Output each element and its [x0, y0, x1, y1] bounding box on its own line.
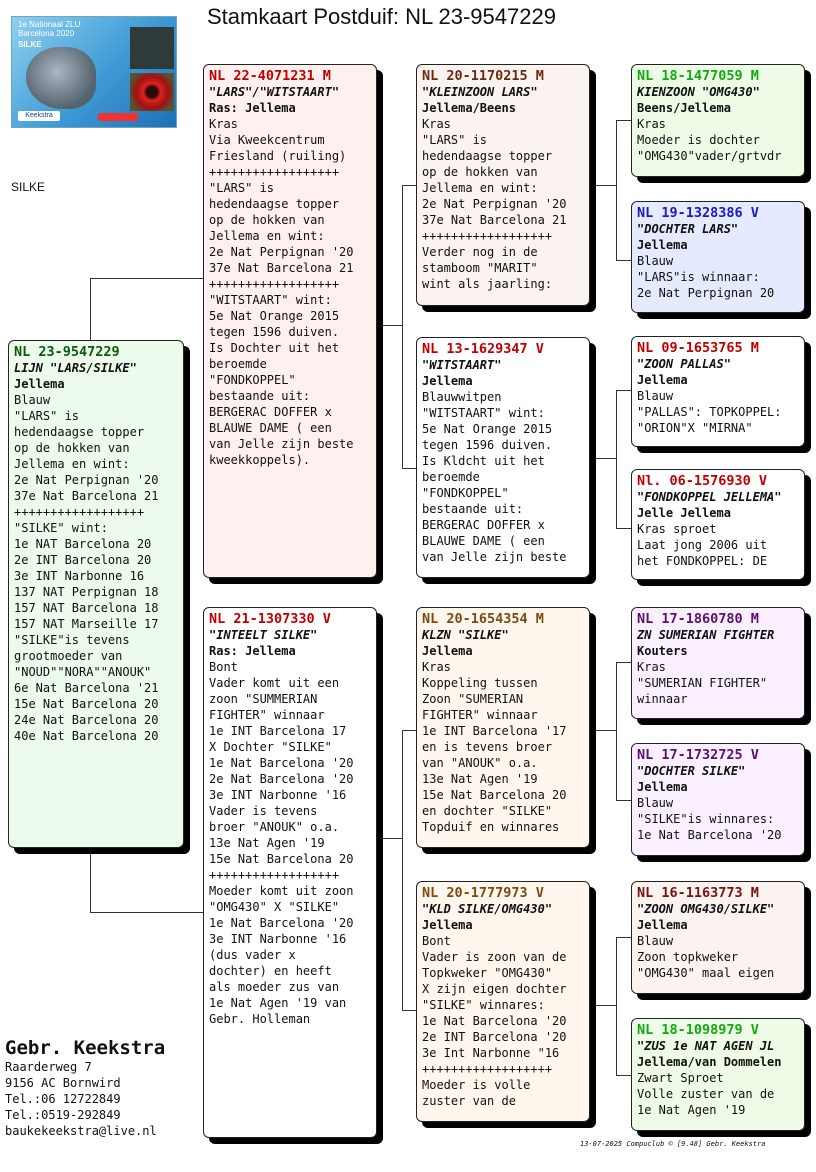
info-line: hedendaagse topper	[422, 149, 553, 163]
info-line: "LARS"is winnaar:	[637, 270, 760, 284]
ring-number: NL 19-1328386 V	[637, 205, 759, 221]
info-line: "LARS" is	[209, 181, 275, 195]
info-line: X Dochter "SILKE"	[209, 740, 332, 754]
owner: Beens/Jellema	[637, 101, 731, 115]
info-line: Zwart Sproet	[637, 1071, 724, 1085]
info-line: 37e Nat Barcelona 21	[209, 261, 354, 275]
owner: Jelle Jellema	[637, 506, 731, 520]
pedigree-card-main	[8, 340, 184, 848]
info-line: "SILKE"is winnares:	[637, 812, 775, 826]
owner: Jellema/van Dommelen	[637, 1055, 782, 1069]
connector	[590, 458, 616, 459]
connector	[616, 120, 632, 121]
pigeon-name: "INTEELT SILKE"	[209, 628, 318, 642]
info-line: ++++++++++++++++++	[422, 229, 553, 243]
ring-number: NL 20-1170215 M	[422, 68, 544, 84]
info-line: Moeder is volle	[422, 1078, 531, 1092]
info-line: dochter) en heeft	[209, 964, 332, 978]
pigeon-name: "WITSTAART"	[422, 358, 502, 372]
info-line: winnaar	[637, 692, 688, 706]
info-line: "NOUD""NORA""ANOUK"	[14, 665, 152, 679]
pedigree-card-fmm	[631, 469, 805, 580]
pedigree-card-mother	[203, 607, 377, 1138]
info-line: "LARS" is	[14, 409, 80, 423]
info-line: BERGERAC DOFFER x	[209, 405, 332, 419]
breeder-name: Gebr. Keekstra	[5, 1037, 166, 1059]
info-line: "OMG430" maal eigen	[637, 966, 775, 980]
connector	[616, 937, 617, 1075]
info-line: BERGERAC DOFFER x	[422, 518, 545, 532]
info-line: "SILKE" winnares:	[422, 998, 545, 1012]
info-line: "OMG430" X "SILKE"	[209, 900, 340, 914]
pigeon-name: LIJN "LARS/SILKE"	[14, 361, 137, 375]
info-line: ++++++++++++++++++	[209, 165, 340, 179]
info-line: FIGHTER" winnaar	[209, 708, 325, 722]
breeder-address: Raarderweg 7	[5, 1060, 92, 1074]
pigeon-name: KIENZOON "OMG430"	[637, 85, 760, 99]
info-line: ++++++++++++++++++	[422, 1062, 553, 1076]
breeder-info	[5, 1037, 165, 1139]
info-line: "WITSTAART" wint:	[209, 293, 332, 307]
connector	[616, 662, 632, 663]
info-line: Laat jong 2006 uit	[637, 538, 768, 552]
connector	[402, 730, 403, 1010]
info-line: 2e Nat Perpignan '20	[209, 245, 354, 259]
info-line: Koppeling tussen	[422, 676, 538, 690]
pigeon-name: "ZUS 1e NAT AGEN JL	[637, 1039, 775, 1053]
pedigree-card-fff	[631, 64, 805, 177]
info-line: 2e Nat Barcelona '20	[209, 772, 354, 786]
info-line: "PALLAS": TOPKOPPEL:	[637, 405, 782, 419]
info-line: Kras	[422, 660, 451, 674]
connector	[402, 185, 403, 468]
info-line: 2e Nat Perpignan '20	[422, 197, 567, 211]
info-line: op de hokken van	[209, 213, 325, 227]
pedigree-card-mother-father	[416, 607, 590, 848]
ring-number: NL 18-1098979 V	[637, 1022, 759, 1038]
info-line: Gebr. Holleman	[209, 1012, 311, 1026]
connector	[616, 390, 632, 391]
info-line: (dus vader x	[209, 948, 296, 962]
info-line: 37e Nat Barcelona 21	[422, 213, 567, 227]
info-line: 3e INT Narbonne '16	[209, 932, 347, 946]
info-line: hedendaagse topper	[209, 197, 340, 211]
owner: Jellema	[422, 918, 473, 932]
ring-number: NL 16-1163773 M	[637, 885, 759, 901]
info-line: BLAUWE DAME ( een	[209, 421, 332, 435]
info-line: "SILKE" wint:	[14, 521, 108, 535]
info-line: "FONDKOPPEL"	[209, 373, 296, 387]
pigeon-name: "FONDKOPPEL JELLEMA"	[637, 490, 782, 504]
logo-badge: Keekstra	[18, 111, 60, 121]
connector	[90, 848, 91, 912]
owner: Jellema	[637, 918, 688, 932]
info-line: Topkweker "OMG430"	[422, 966, 553, 980]
info-line: Vader is zoon van de	[422, 950, 567, 964]
info-line: Friesland (ruiling)	[209, 149, 347, 163]
eye-photo	[130, 73, 174, 111]
info-line: 1e INT Barcelona 17	[209, 724, 347, 738]
connector	[402, 730, 417, 731]
connector	[616, 120, 617, 260]
info-line: Via Kweekcentrum	[209, 133, 325, 147]
pedigree-card-mother-mother	[416, 881, 590, 1122]
connector	[590, 730, 616, 731]
info-line: ++++++++++++++++++	[209, 868, 340, 882]
info-line: "LARS" is	[422, 133, 488, 147]
info-line: 2e Nat Perpignan '20	[14, 473, 159, 487]
pedigree-card-ffm	[631, 201, 805, 313]
connector	[590, 1005, 616, 1006]
info-line: beroemde	[209, 357, 267, 371]
ring-number: Nl. 06-1576930 V	[637, 473, 768, 489]
info-line: 15e Nat Barcelona 20	[14, 697, 159, 711]
info-line: 1e Nat Agen '19	[637, 1103, 746, 1117]
info-line: bestaande uit:	[209, 389, 311, 403]
info-line: Bont	[209, 660, 238, 674]
info-line: 3e INT Narbonne '16	[209, 788, 347, 802]
pigeon-name: "ZOON PALLAS"	[637, 357, 731, 371]
info-line: Kras sproet	[637, 522, 717, 536]
connector	[402, 185, 417, 186]
info-line: kweekkoppels).	[209, 453, 311, 467]
connector	[377, 325, 402, 326]
info-line: "WITSTAART" wint:	[422, 406, 545, 420]
info-line: 1e NAT Barcelona 20	[14, 537, 152, 551]
owner: Jellema	[14, 377, 65, 391]
info-line: 13e Nat Agen '19	[209, 836, 325, 850]
info-line: het FONDKOPPEL: DE	[637, 554, 768, 568]
handler-photo	[130, 27, 174, 69]
info-line: "SUMERIAN FIGHTER"	[637, 676, 768, 690]
info-line: FIGHTER" winnaar	[422, 708, 538, 722]
info-line: 40e Nat Barcelona 20	[14, 729, 159, 743]
info-line: 6e Nat Barcelona '21	[14, 681, 159, 695]
info-line: Volle zuster van de	[637, 1087, 775, 1101]
info-line: Zoon "SUMERIAN	[422, 692, 524, 706]
info-line: van "ANOUK" o.a.	[422, 756, 538, 770]
info-line: 5e Nat Orange 2015	[209, 309, 340, 323]
info-line: Blauwwitpen	[422, 390, 502, 404]
info-line: Vader komt uit een	[209, 676, 340, 690]
connector	[590, 185, 616, 186]
logo-line-2: Barcelona 2020	[18, 29, 75, 38]
info-line: broer "ANOUK" o.a.	[209, 820, 340, 834]
info-line: 1e Nat Barcelona '20	[209, 916, 354, 930]
info-line: zoon "SUMMERIAN	[209, 692, 318, 706]
pigeon-name: "ZOON OMG430/SILKE"	[637, 902, 775, 916]
breeder-email: baukekeekstra@live.nl	[5, 1124, 157, 1138]
pedigree-card-fmf	[631, 336, 805, 447]
club-logo	[11, 16, 177, 128]
owner: Ras: Jellema	[209, 644, 296, 658]
info-line: Topduif en winnares	[422, 820, 560, 834]
info-line: 137 NAT Perpignan 18	[14, 585, 159, 599]
info-line: Kras	[637, 660, 666, 674]
pigeon-name: ZN SUMERIAN FIGHTER	[637, 628, 775, 642]
info-line: Kras	[209, 117, 238, 131]
connector	[402, 1010, 417, 1011]
ring-number: NL 20-1777973 V	[422, 885, 544, 901]
info-line: Blauw	[637, 254, 674, 268]
info-line: Blauw	[637, 796, 674, 810]
owner: Ras: Jellema	[209, 101, 296, 115]
connector	[90, 278, 205, 279]
pigeon-name: "KLD SILKE/OMG430"	[422, 902, 553, 916]
info-line: 24e Nat Barcelona 20	[14, 713, 159, 727]
info-line: ++++++++++++++++++	[209, 277, 340, 291]
breeder-phone-mobile: Tel.:06 12722849	[5, 1092, 121, 1106]
info-line: Jellema en wint:	[14, 457, 130, 471]
breeder-phone: Tel.:0519-292849	[5, 1108, 121, 1122]
connector	[402, 468, 417, 469]
pigeon-name: KLZN "SILKE"	[422, 628, 509, 642]
owner: Jellema	[422, 374, 473, 388]
info-line: van Jelle zijn beste	[209, 437, 354, 451]
info-line: Jellema en wint:	[422, 181, 538, 195]
info-line: 1e Nat Barcelona '20	[637, 828, 782, 842]
info-line: Kras	[422, 117, 451, 131]
ring-number: NL 17-1860780 M	[637, 611, 759, 627]
ring-number: NL 23-9547229	[14, 344, 120, 360]
owner: Jellema/Beens	[422, 101, 516, 115]
info-line: 3e Int Narbonne "16	[422, 1046, 560, 1060]
info-line: en is tevens broer	[422, 740, 553, 754]
pigeon-photo	[26, 47, 96, 109]
info-line: ++++++++++++++++++	[14, 505, 145, 519]
info-line: "OMG430"vader/grtvdr	[637, 149, 782, 163]
info-line: wint als jaarling:	[422, 277, 553, 291]
info-line: 15e Nat Barcelona 20	[422, 788, 567, 802]
pedigree-card-father	[203, 64, 377, 578]
pedigree-card-mmf	[631, 881, 805, 994]
info-line: stamboom "MARIT"	[422, 261, 538, 275]
info-line: Is Kldcht uit het	[422, 454, 545, 468]
info-line: Moeder is dochter	[637, 133, 760, 147]
info-line: 15e Nat Barcelona 20	[209, 852, 354, 866]
pedigree-card-mmm	[631, 1018, 805, 1131]
connector	[90, 278, 91, 342]
ring-number: NL 22-4071231 M	[209, 68, 331, 84]
info-line: en dochter "SILKE"	[422, 804, 553, 818]
ring-number: NL 21-1307330 V	[209, 611, 331, 627]
connector	[616, 1075, 632, 1076]
info-line: Moeder komt uit zoon	[209, 884, 354, 898]
info-line: Vader is tevens	[209, 804, 318, 818]
pedigree-card-mfm	[631, 743, 805, 856]
info-line: 1e INT Barcelona '17	[422, 724, 567, 738]
ring-number: NL 09-1653765 M	[637, 340, 759, 356]
breeder-postcode: 9156 AC Bornwird	[5, 1076, 121, 1090]
owner: Kouters	[637, 644, 688, 658]
info-line: tegen 1596 duiven.	[209, 325, 340, 339]
pigeon-name: "LARS"/"WITSTAART"	[209, 85, 340, 99]
connector	[616, 390, 617, 528]
info-line: 1e Nat Barcelona '20	[209, 756, 354, 770]
info-line: 2e INT Barcelona 20	[14, 553, 152, 567]
info-line: Blauw	[14, 393, 51, 407]
info-line: BLAUWE DAME ( een	[422, 534, 545, 548]
info-line: "FONDKOPPEL"	[422, 486, 509, 500]
info-line: Bont	[422, 934, 451, 948]
connector	[616, 800, 632, 801]
info-line: "SILKE"is tevens	[14, 633, 130, 647]
info-line: 2e INT Barcelona '20	[422, 1030, 567, 1044]
pigeon-name: "KLEINZOON LARS"	[422, 85, 538, 99]
ring-number: NL 17-1732725 V	[637, 747, 759, 763]
info-line: tegen 1596 duiven.	[422, 438, 553, 452]
info-line: beroemde	[422, 470, 480, 484]
logo-name: SILKE	[18, 40, 42, 49]
owner: Jellema	[637, 780, 688, 794]
info-line: grootmoeder van	[14, 649, 123, 663]
owner: Jellema	[637, 238, 688, 252]
info-line: 1e Nat Agen '19 van	[209, 996, 347, 1010]
ring-number: NL 13-1629347 V	[422, 341, 544, 357]
info-line: Blauw	[637, 934, 674, 948]
footer-stamp: 13-07-2025 Compuclub © [9.48] Gebr. Keekstra	[580, 1140, 766, 1148]
info-line: X zijn eigen dochter	[422, 982, 567, 996]
info-line: Verder nog in de	[422, 245, 538, 259]
info-line: 1e Nat Barcelona '20	[422, 1014, 567, 1028]
pigeon-name-label: SILKE	[11, 180, 46, 194]
info-line: van Jelle zijn beste	[422, 550, 567, 564]
connector	[616, 937, 632, 938]
ring-number: NL 18-1477059 M	[637, 68, 759, 84]
info-line: op de hokken van	[14, 441, 130, 455]
page-title: Stamkaart Postduif: NL 23-9547229	[207, 4, 556, 29]
info-line: 13e Nat Agen '19	[422, 772, 538, 786]
info-line: Jellema en wint:	[209, 229, 325, 243]
info-line: Zoon topkweker	[637, 950, 739, 964]
connector	[616, 662, 617, 800]
connector	[616, 260, 632, 261]
connector	[616, 528, 632, 529]
owner: Jellema	[422, 644, 473, 658]
info-line: 5e Nat Orange 2015	[422, 422, 553, 436]
pigeon-name: "DOCHTER LARS"	[637, 222, 739, 236]
info-line: zuster van de	[422, 1094, 516, 1108]
info-line: op de hokken van	[422, 165, 538, 179]
pedigree-card-mff	[631, 607, 805, 719]
info-line: Kras	[637, 117, 666, 131]
connector	[90, 912, 205, 913]
connector	[377, 838, 402, 839]
owner: Jellema	[637, 373, 688, 387]
info-line: Is Dochter uit het	[209, 341, 340, 355]
info-line: "ORION"X "MIRNA"	[637, 421, 753, 435]
info-line: 2e Nat Perpignan 20	[637, 286, 775, 300]
info-line: 37e Nat Barcelona 21	[14, 489, 159, 503]
pigeon-name: "DOCHTER SILKE"	[637, 764, 746, 778]
info-line: Blauw	[637, 389, 674, 403]
logo-line-1: 1e Nationaal ZLU	[18, 20, 81, 29]
info-line: bestaande uit:	[422, 502, 524, 516]
pedigree-card-father-mother	[416, 337, 590, 578]
info-line: 157 NAT Barcelona 18	[14, 601, 159, 615]
info-line: 157 NAT Marseille 17	[14, 617, 159, 631]
ring-number: NL 20-1654354 M	[422, 611, 544, 627]
info-line: hedendaagse topper	[14, 425, 145, 439]
info-line: 3e INT Narbonne 16	[14, 569, 145, 583]
info-line: als moeder zus van	[209, 980, 340, 994]
pedigree-card-father-father	[416, 64, 590, 306]
logo-badge-red	[98, 113, 138, 121]
